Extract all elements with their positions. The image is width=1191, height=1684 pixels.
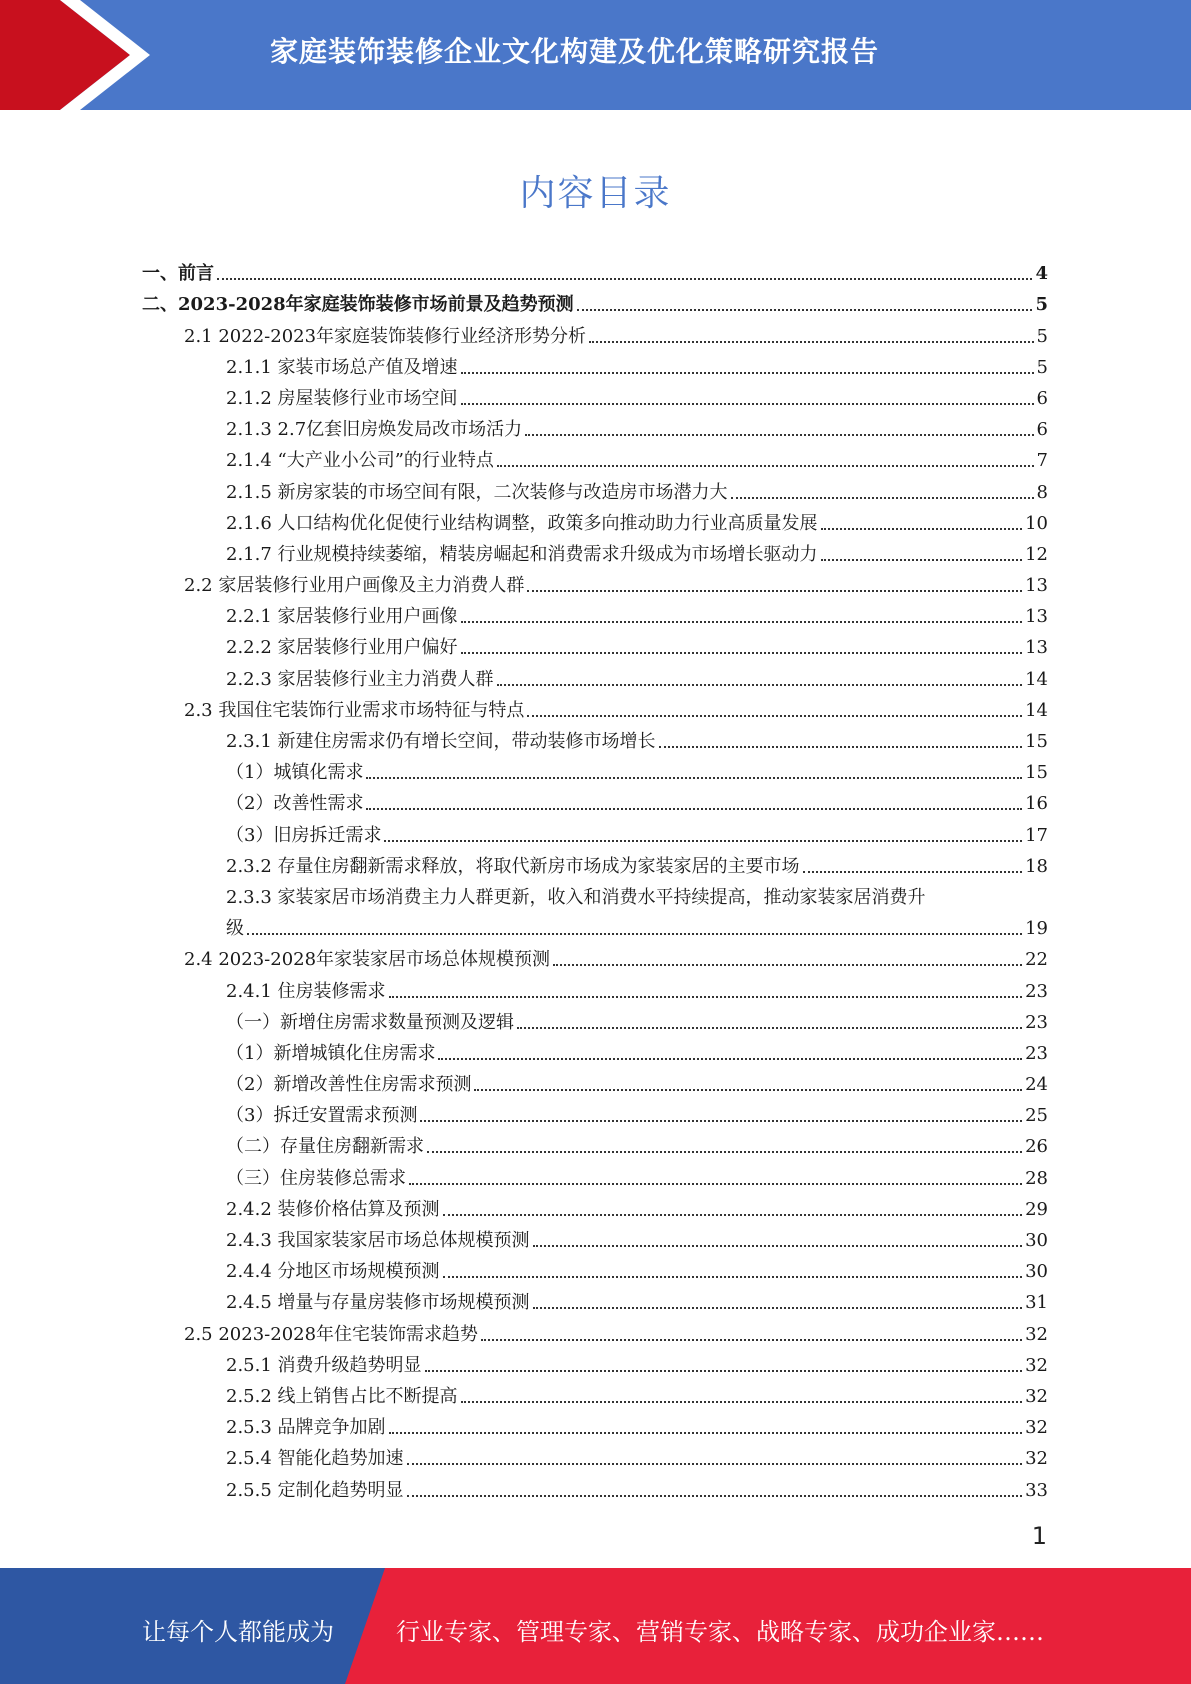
toc-entry[interactable] — [142, 815, 1048, 846]
toc-entry-page: 13 — [1025, 637, 1048, 659]
toc-entry[interactable] — [142, 1065, 1048, 1096]
toc-entry-title: 2.1.1 家装市场总产值及增速 — [226, 356, 458, 378]
dot-leader — [589, 341, 1034, 343]
toc-entry[interactable] — [142, 1221, 1048, 1252]
toc-entry-page: 16 — [1025, 793, 1048, 815]
toc-entry-title: 2.3.2 存量住房翻新需求释放，将取代新房市场成为家装家居的主要市场 — [226, 855, 800, 877]
report-title: 家庭装饰装修企业文化构建及优化策略研究报告 — [270, 35, 880, 68]
toc-entry[interactable] — [142, 1003, 1048, 1034]
toc-entry-title: （2）改善性需求 — [226, 793, 364, 815]
dot-leader — [527, 590, 1022, 592]
toc-entry-title: 2.2.2 家居装修行业用户偏好 — [226, 637, 458, 659]
toc-entry-page: 15 — [1025, 762, 1048, 784]
toc-entry[interactable] — [142, 254, 1048, 285]
toc-entry-title: （3）拆迁安置需求预测 — [226, 1105, 418, 1127]
footer-slogan-left: 让每个人都能成为 — [142, 1618, 334, 1646]
toc-entry-page: 30 — [1025, 1230, 1048, 1251]
dot-leader — [217, 278, 1032, 280]
dot-leader — [438, 1058, 1022, 1060]
toc-entry[interactable] — [142, 1190, 1048, 1221]
toc-entry-title: 2.5.4 智能化趋势加速 — [226, 1448, 404, 1470]
toc-entry-page: 29 — [1025, 1198, 1048, 1220]
toc-entry[interactable] — [142, 410, 1048, 441]
toc-entry-page: 23 — [1025, 1011, 1048, 1033]
toc-entry-title: 2.2.3 家居装修行业主力消费人群 — [226, 668, 494, 690]
toc-entry-page: 4 — [1035, 263, 1048, 285]
toc-entry-page: 10 — [1025, 512, 1048, 534]
toc-entry-title: 2.1.5 新房家装的市场空间有限，二次装修与改造房市场潜力大 — [226, 481, 728, 503]
toc-entry[interactable] — [142, 379, 1048, 410]
toc-entry[interactable] — [142, 316, 1048, 347]
dot-leader — [407, 1495, 1023, 1497]
dot-leader — [533, 1245, 1023, 1247]
toc-entry-page: 13 — [1025, 575, 1048, 597]
dot-leader — [420, 1120, 1022, 1122]
toc-entry-title: 2.4.3 我国家装家居市场总体规模预测 — [226, 1230, 530, 1251]
toc-entry-page: 26 — [1025, 1136, 1048, 1158]
dot-leader — [803, 871, 1023, 873]
dot-leader — [481, 1339, 1022, 1341]
toc-entry-title: 2.1.4 “大产业小公司”的行业特点 — [226, 450, 494, 472]
toc-entry[interactable] — [142, 878, 1048, 909]
toc-entry[interactable] — [142, 659, 1048, 690]
toc-entry-title: 2.4.4 分地区市场规模预测 — [226, 1261, 440, 1283]
toc-entry-title: 2.4.5 增量与存量房装修市场规模预测 — [226, 1292, 530, 1314]
dot-leader — [443, 1214, 1023, 1216]
toc-entry-page: 12 — [1025, 543, 1048, 565]
dot-leader — [497, 684, 1023, 686]
toc-entry-title: 二、2023-2028年家庭装饰装修市场前景及趋势预测 — [142, 294, 574, 316]
toc-entry[interactable] — [142, 753, 1048, 784]
dot-leader — [389, 996, 1023, 998]
toc-entry-page: 6 — [1036, 419, 1048, 441]
toc-entry-page: 14 — [1025, 699, 1048, 721]
toc-entry-title: 2.5.2 线上销售占比不断提高 — [226, 1385, 458, 1407]
header-banner — [0, 0, 1191, 110]
toc-entry-title: 一、前言 — [142, 263, 214, 285]
toc-entry-title: 2.1.6 人口结构优化促使行业结构调整，政策多向推动助力行业高质量发展 — [226, 512, 818, 534]
dot-leader — [461, 652, 1023, 654]
dot-leader — [409, 1183, 1022, 1185]
toc-entry[interactable] — [142, 1096, 1048, 1127]
dot-leader — [366, 808, 1022, 810]
dot-leader — [517, 1027, 1022, 1029]
toc-entry-page: 32 — [1025, 1417, 1048, 1439]
dot-leader — [389, 1432, 1023, 1434]
toc-entry[interactable] — [142, 535, 1048, 566]
toc-entry-title: 2.5.3 品牌竞争加剧 — [226, 1417, 386, 1439]
toc-entry-title: （一）新增住房需求数量预测及逻辑 — [226, 1011, 514, 1033]
dot-leader — [427, 1151, 1022, 1153]
toc-entry-title: 2.2.1 家居装修行业用户画像 — [226, 606, 458, 628]
toc-entry[interactable] — [142, 1283, 1048, 1314]
toc-entry-page: 28 — [1025, 1167, 1048, 1189]
toc-entry-page: 32 — [1025, 1385, 1048, 1407]
toc-entry[interactable] — [142, 1127, 1048, 1158]
dot-leader — [553, 964, 1022, 966]
toc-entry-page: 23 — [1025, 980, 1048, 1002]
toc-entry-title: 2.3.1 新建住房需求仍有增长空间，带动装修市场增长 — [226, 731, 656, 752]
dot-leader — [474, 1089, 1022, 1091]
toc-entry-page: 24 — [1025, 1074, 1048, 1096]
dot-leader — [731, 497, 1034, 499]
toc-entry-title: （1）新增城镇化住房需求 — [226, 1042, 436, 1064]
toc-entry-page: 33 — [1025, 1479, 1048, 1501]
toc-entry[interactable] — [142, 566, 1048, 597]
toc-entry-title: 2.1.2 房屋装修行业市场空间 — [226, 387, 458, 409]
dot-leader — [497, 465, 1034, 467]
toc-entry-title: 2.1.3 2.7亿套旧房焕发局改市场活力 — [226, 419, 523, 441]
toc-entry-page: 32 — [1025, 1448, 1048, 1470]
dot-leader — [533, 1307, 1023, 1309]
toc-entry[interactable] — [142, 1470, 1048, 1501]
toc-entry[interactable] — [142, 1439, 1048, 1470]
toc-entry[interactable] — [142, 1158, 1048, 1189]
toc-entry-page: 7 — [1036, 450, 1048, 472]
dot-leader — [461, 403, 1034, 405]
toc-entry-page: 23 — [1025, 1042, 1048, 1064]
toc-heading: 内容目录 — [519, 173, 672, 214]
toc-entry-page: 6 — [1036, 387, 1048, 409]
toc-entry-title: （2）新增改善性住房需求预测 — [226, 1074, 472, 1096]
toc-entry[interactable] — [142, 1408, 1048, 1439]
dot-leader — [384, 840, 1022, 842]
toc-entry-title: 2.4 2023-2028年家装家居市场总体规模预测 — [184, 949, 551, 971]
toc-entry-title: 2.4.1 住房装修需求 — [226, 980, 386, 1002]
toc-entry[interactable] — [142, 348, 1048, 379]
toc-entry-title: 2.2 家居装修行业用户画像及主力消费人群 — [184, 575, 525, 597]
toc-entry[interactable] — [142, 847, 1048, 878]
toc-entry[interactable] — [142, 285, 1048, 316]
toc-entry-page: 18 — [1025, 855, 1048, 877]
toc-entry-title: 2.5 2023-2028年住宅装饰需求趋势 — [184, 1323, 479, 1345]
toc-entry-page: 19 — [1025, 918, 1048, 940]
toc-entry[interactable] — [142, 971, 1048, 1002]
dot-leader — [247, 933, 1022, 935]
toc-entry[interactable] — [142, 441, 1048, 472]
footer-slogan-right: 行业专家、管理专家、营销专家、战略专家、成功企业家…… — [396, 1618, 1044, 1646]
dot-leader — [443, 1276, 1023, 1278]
toc-entry-title: 2.5.5 定制化趋势明显 — [226, 1479, 404, 1501]
toc-entry[interactable] — [142, 784, 1048, 815]
toc-entry-page: 22 — [1025, 949, 1048, 971]
toc-entry-title: 2.5.1 消费升级趋势明显 — [226, 1354, 422, 1376]
footer-banner — [0, 1568, 1191, 1684]
toc-entry[interactable] — [142, 1034, 1048, 1065]
toc-entry[interactable] — [142, 504, 1048, 535]
toc-entry-title: 2.4.2 装修价格估算及预测 — [226, 1198, 440, 1220]
toc-entry-page: 30 — [1025, 1261, 1048, 1283]
toc-entry-page: 32 — [1025, 1323, 1048, 1345]
toc-entry[interactable] — [142, 628, 1048, 659]
toc-entry-page: 17 — [1025, 824, 1048, 846]
dot-leader — [659, 746, 1023, 748]
toc-entry-title: 2.1 2022-2023年家庭装饰装修行业经济形势分析 — [184, 325, 587, 347]
toc-entry-title: （3）旧房拆迁需求 — [226, 824, 382, 846]
dot-leader — [577, 309, 1033, 311]
toc-entry-page: 31 — [1025, 1292, 1048, 1314]
toc-entry-title: 2.3.3 家装家居市场消费主力人群更新，收入和消费水平持续提高，推动家装家居消费升 — [226, 886, 926, 908]
toc-entry-title: 2.3 我国住宅装饰行业需求市场特征与特点 — [184, 699, 525, 721]
toc-entry-title: 级 — [226, 918, 244, 940]
toc-entry-page: 8 — [1036, 481, 1048, 503]
toc-entry-title: （二）存量住房翻新需求 — [226, 1136, 424, 1158]
toc-entry-title: 2.1.7 行业规模持续萎缩，精装房崛起和消费需求升级成为市场增长驱动力 — [226, 543, 818, 565]
toc-entry[interactable] — [142, 597, 1048, 628]
toc-entry-page: 5 — [1036, 356, 1048, 378]
toc-entry-title: （1）城镇化需求 — [226, 762, 364, 784]
dot-leader — [461, 1401, 1023, 1403]
toc-entry-page: 5 — [1035, 294, 1048, 316]
page-number: 1 — [1031, 1522, 1047, 1550]
toc-entry-page: 5 — [1036, 325, 1048, 347]
dot-leader — [366, 777, 1022, 779]
toc-entry[interactable] — [142, 1346, 1048, 1377]
dot-leader — [821, 559, 1023, 561]
toc-entry-title: （三）住房装修总需求 — [226, 1167, 406, 1189]
toc-entry-page: 25 — [1025, 1105, 1048, 1127]
dot-leader — [425, 1370, 1023, 1372]
table-of-contents — [142, 254, 1048, 1502]
toc-entry[interactable] — [142, 472, 1048, 503]
dot-leader — [821, 528, 1023, 530]
toc-entry-page: 15 — [1025, 731, 1048, 752]
toc-entry-page: 14 — [1025, 668, 1048, 690]
toc-entry[interactable] — [142, 1314, 1048, 1345]
toc-entry[interactable] — [142, 909, 1048, 940]
toc-entry[interactable] — [142, 940, 1048, 971]
dot-leader — [527, 715, 1022, 717]
dot-leader — [525, 434, 1033, 436]
dot-leader — [407, 1463, 1023, 1465]
dot-leader — [461, 621, 1023, 623]
toc-entry-page: 32 — [1025, 1354, 1048, 1376]
toc-entry[interactable] — [142, 691, 1048, 722]
toc-entry[interactable] — [142, 722, 1048, 753]
toc-entry[interactable] — [142, 1377, 1048, 1408]
toc-entry[interactable] — [142, 1252, 1048, 1283]
toc-entry-page: 13 — [1025, 606, 1048, 628]
dot-leader — [461, 372, 1034, 374]
